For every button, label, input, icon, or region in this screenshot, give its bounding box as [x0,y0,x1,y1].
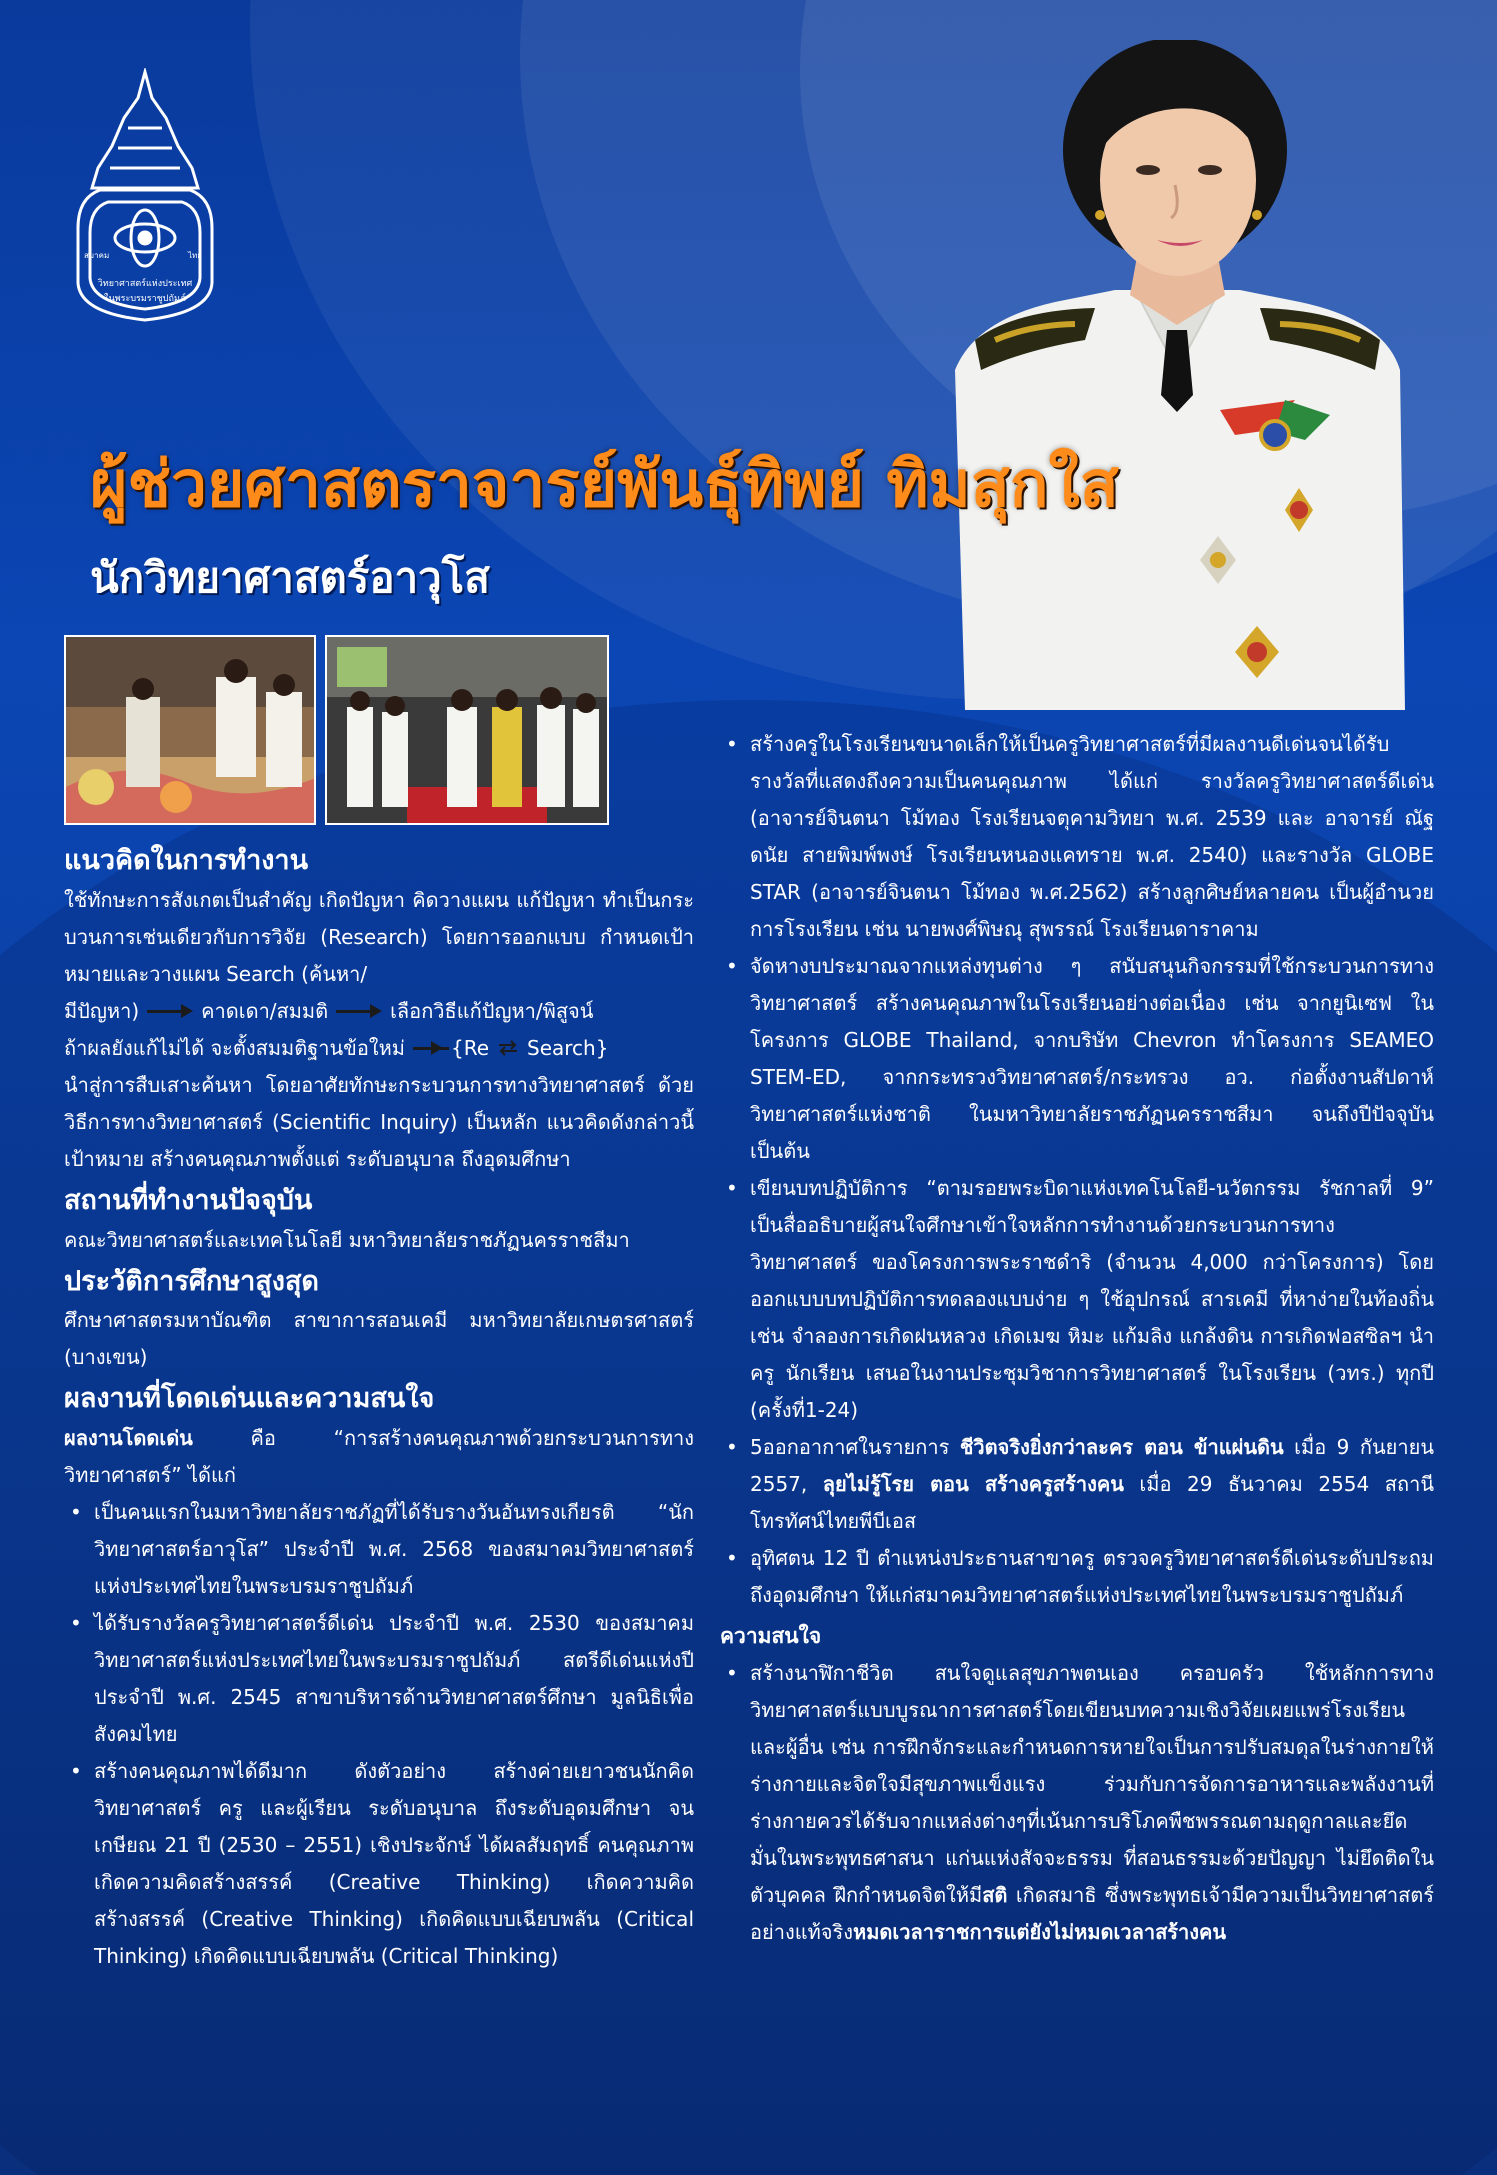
tv-program-title: ลุยไม่รู้โรย ตอน สร้างครูสร้างคน [822,1472,1124,1496]
list-item: • สร้างคนคุณภาพได้ดีมาก ดังตัวอย่าง สร้างค่ายเยาวชนนักคิดวิทยาศาสตร์ ครู และผู้เรียน ระดับอนุบาล ถึงระดับอุดมศึกษา จนเกษียณ 21 ปี (2530 – 2551) เชิงประจักษ์ ได้ผลสัมฤทธิ์ คนคุณภาพ เกิดความคิดสร้างสรรค์ (Creative Thinking) เกิดความคิดสร้างสรรค์ (Creative Thinking) เกิดคิดแบบเฉียบพลัน (Critical Thinking) เกิดคิดแบบเฉียบพลัน (Critical Thinking) [64,1753,694,1975]
arrow-right-icon [147,1004,193,1018]
list-item [720,1429,1434,1540]
list-item-text: สร้างนาฬิกาชีวิต สนใจดูแลสุขภาพตนเอง ครอบครัว ใช้หลักการทางวิทยาศาสตร์แบบบูรณาการศาสตร์โดยเขียนบทความเชิงวิจัยเผยแพร่โรงเรียนและผู้อื่น เช่น การฝึกจักระและกำหนดการหายใจเป็นการปรับสมดุลในร่างกายให้ร่างกายและจิตใจมีสุขภาพแข็งแรง ร่วมกับการจัดการอาหารและพลังงานที่ร่างกายควรได้รับจากแหล่งต่างๆที่เน้นการบริโภคพืชพรรณตามฤดูกาลและยึดมั่นในพระพุทธศาสนา แก่นแห่งสัจจะธรรม ที่สอนธรรมะด้วยปัญญา ไม่ยึดติดในตัวบุคคล ฝึกกำหนดจิตให้มี [750,1661,1434,1907]
arrow-right-icon [413,1041,443,1055]
cycle-arrows-icon [497,1040,519,1056]
work-concept-text-2: นำสู่การสืบเสาะค้นหา โดยอาศัยทักษะกระบวนการทางวิทยาศาสตร์ ด้วยวิธีการทางวิทยาศาสตร์ (Scientific Inquiry) เป็นหลัก แนวคิดดังกล่าวนี้ เป้าหมาย สร้างคนคุณภาพตั้งแต่ ระดับอนุบาล ถึงอุดมศึกษา [64,1072,694,1171]
flow-step: ถ้าผลยังแก้ไม่ได้ จะตั้งสมมติฐานข้อใหม่ [64,1035,405,1060]
achievements-lead-bold: ผลงานโดดเด่น [64,1426,193,1450]
portrait-photo [935,40,1420,710]
section-title-education: ประวัติการศึกษาสูงสุด [64,1265,319,1297]
svg-text:วิทยาศาสตร์แห่งประเทศ: วิทยาศาสตร์แห่งประเทศ [97,279,193,289]
list-item: • อุทิศตน 12 ปี ตำแหน่งประธานสาขาครู ตรวจครูวิทยาศาสตร์ดีเด่นระดับประถมถึงอุดมศึกษา ให้แก่สมาคมวิทยาศาสตร์แห่งประเทศไทยในพระบรมราชูปถัมภ์ [720,1540,1434,1614]
section-title-work-concept: แนวคิดในการทำงาน [64,845,309,876]
list-item: • เขียนบทปฏิบัติการ “ตามรอยพระบิดาแห่งเทคโนโลยี-นวัตกรรม รัชกาลที่ 9” เป็นสื่ออธิบายผู้สนใจศึกษาเข้าใจหลักการทำงานด้วยกระบวนการทางวิทยาศาสตร์ ของโครงการพระราชดำริ (จำนวน 4,000 กว่าโครงการ) โดยออกแบบบทปฏิบัติการทดลองแบบง่าย ๆ ใช้อุปกรณ์ สารเคมี ที่หาง่ายในท้องถิ่น เช่น จำลองการเกิดฝนหลวง เกิดเมฆ หิมะ แก้มลิง แกล้งดิน การเกิดฟอสซิลฯ นำ ครู นักเรียน เสนอในงานประชุมวิชาการวิทยาศาสตร์ ในโรงเรียน (วทร.) ทุกปี (ครั้งที่1-24) [720,1170,1434,1429]
list-item: • จัดหางบประมาณจากแหล่งทุนต่าง ๆ สนับสนุนกิจกรรมที่ใช้กระบวนการทางวิทยาศาสตร์ สร้างคนคุณภาพในโรงเรียนอย่างต่อเนื่อง เช่น จากยูนิเซฟ ในโครงการ GLOBE Thailand, จากบริษัท Chevron ทำโครงการ SEAMEO STEM-ED, จากกระทรวงวิทยาศาสตร์/กระทรวง อว. ก่อตั้งงานสัปดาห์วิทยาศาสตร์แห่งชาติ ในมหาวิทยาลัยราชภัฏนครราชสีมา จนถึงปีปัจจุบัน เป็นต้น [720,948,1434,1170]
svg-text:สมาคม: สมาคม [84,251,110,260]
list-item-text: 5ออกอากาศในรายการ [750,1435,960,1459]
page-title: ผู้ช่วยศาสตราจารย์พันธุ์ทิพย์ ทิมสุกใส [90,448,1119,522]
royal-society-crest-icon [70,68,220,326]
society-logo [70,68,220,326]
right-column [720,726,1434,1951]
section-title-workplace: สถานที่ทำงานปัจจุบัน [64,1184,313,1216]
achievements-lead-text: คือ “การสร้างคนคุณภาพด้วยกระบวนการทางวิทยาศาสตร์” ได้แก่ [64,1426,694,1487]
closing-motto: หมดเวลาราชการแต่ยังไม่หมดเวลาสร้างคน [853,1920,1227,1944]
tv-program-title: ชีวิตจริงยิ่งกว่าละคร ตอน ข้าแผ่นดิน [959,1435,1284,1459]
svg-text:ไทย: ไทย [188,251,202,260]
svg-text:ในพระบรมราชูปถัมภ์: ในพระบรมราชูปถัมภ์ [104,294,186,304]
flow-step: มีปัญหา) [64,998,140,1023]
list-item: • ได้รับรางวัลครูวิทยาศาสตร์ดีเด่น ประจำปี พ.ศ. 2530 ของสมาคมวิทยาศาสตร์แห่งประเทศไทยในพระบรมราชูปถัมภ์ สตรีดีเด่นแห่งปีประจำปี พ.ศ. 2545 สาขาบริหารด้านวิทยาศาสตร์ศึกษา มูลนิธิเพื่อสังคมไทย [64,1605,694,1753]
flow-step: Search} [527,1035,609,1060]
education-text: ศึกษาศาสตรมหาบัณฑิต สาขาการสอนเคมี มหาวิทยาลัยเกษตรศาสตร์ (บางเขน) [64,1308,694,1370]
emphasis-text: สติ [982,1883,1008,1907]
ceremony-photo-greeting [325,635,609,825]
flow-step: คาดเดา/สมมติ [201,998,329,1023]
work-concept-text: ใช้ทักษะการสังเกตเป็นสำคัญ เกิดปัญหา คิดวางแผน แก้ปัญหา ทำเป็นกระบวนการเช่นเดียวกับการวิจัย (Research) โดยการออกแบบ กำหนดเป้าหมายและวางแผน Search (ค้นหา/ [64,887,694,986]
research-cycle-row [64,1030,694,1067]
list-item-text: เกิดสมาธิ ซึ่งพระพุทธเจ้ามีความเป็นวิทยาศาสตร์อย่างแท้จริง [750,1883,1435,1944]
list-item: • เป็นคนแรกในมหาวิทยาลัยราชภัฏที่ได้รับรางวันอันทรงเกียรติ “นักวิทยาศาสตร์อาวุโส” ประจำปี พ.ศ. 2568 ของสมาคมวิทยาศาสตร์แห่งประเทศไทยในพระบรมราชูปถัมภ์ [64,1494,694,1605]
process-flow-row [64,993,694,1030]
section-title-interests: ความสนใจ [720,1624,822,1648]
list-item: • สร้างครูในโรงเรียนขนาดเล็กให้เป็นครูวิทยาศาสตร์ที่มีผลงานดีเด่นจนได้รับรางวัลที่แสดงถึงความเป็นคนคุณภาพ ได้แก่ รางวัลครูวิทยาศาสตร์ดีเด่น (อาจารย์จินตนา โม้ทอง โรงเรียนจตุคามวิทยา พ.ศ. 2539 และ อาจารย์ ณัฐดนัย สายพิมพ์พงษ์ โรงเรียนหนองแคทราย พ.ศ. 2540) และรางวัล GLOBE STAR (อาจารย์จินตนา โม้ทอง พ.ศ.2562) สร้างลูกศิษย์หลายคน เป็นผู้อำนวยการโรงเรียน เช่น นายพงศ์พิษณุ สุพรรณ์ โรงเรียนดาราคาม [720,726,1434,948]
list-item-text: เมื่อ 29 ธันวาคม 2554 สถานีโทรทัศน์ไทยพีบีเอส [750,1472,1434,1533]
workplace-text: คณะวิทยาศาสตร์และเทคโนโลยี มหาวิทยาลัยราชภัฏนครราชสีมา [64,1227,630,1252]
list-item-text: เมื่อ 9 กันยายน 2557, [750,1435,1435,1496]
list-item [720,1655,1434,1951]
award-subtitle: นักวิทยาศาสตร์อาวุโส [90,553,490,602]
achievements-lead [64,1420,694,1494]
section-title-achievements: ผลงานที่โดดเด่นและความสนใจ [64,1383,435,1415]
flow-step: เลือกวิธีแก้ปัญหา/พิสูจน์ [390,998,594,1023]
ceremony-photo-award [64,635,316,825]
left-column [64,838,694,1975]
arrow-right-icon [336,1004,382,1018]
flow-step: {Re [450,1035,490,1060]
